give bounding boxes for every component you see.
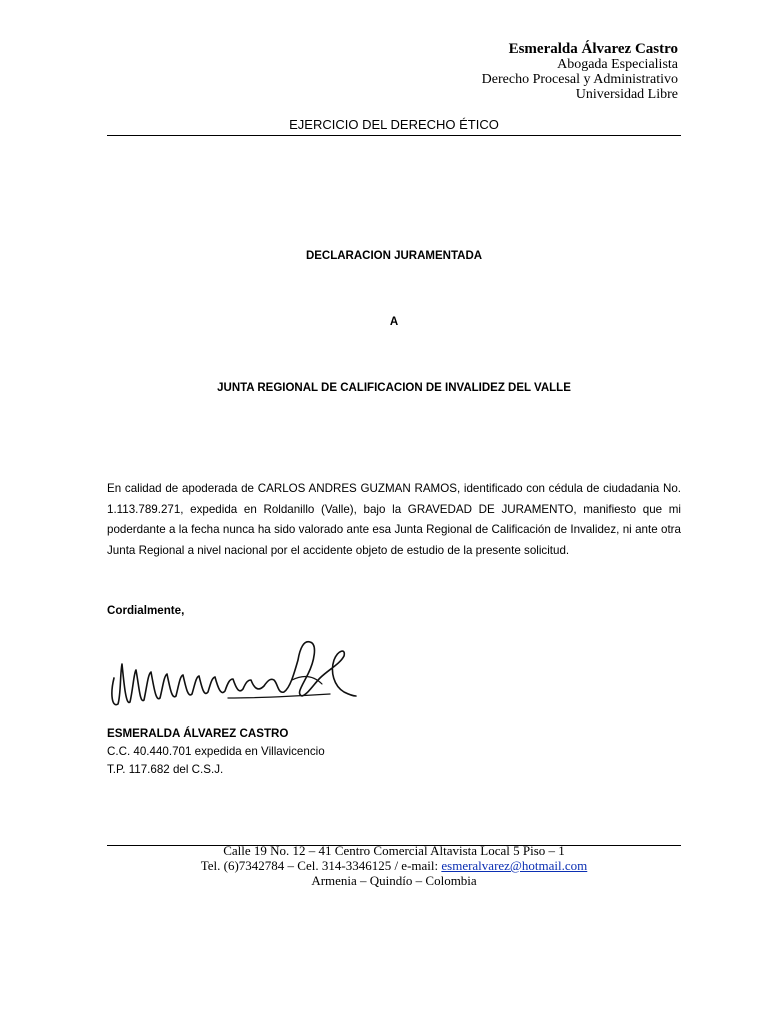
footer-email-link[interactable]: esmeralvarez@hotmail.com <box>441 858 588 873</box>
document-recipient: JUNTA REGIONAL DE CALIFICACION DE INVALIDEZ DEL VALLE <box>217 382 571 394</box>
letterhead-name: Esmeralda Álvarez Castro <box>508 41 678 57</box>
letterhead-field: Derecho Procesal y Administrativo <box>481 72 678 87</box>
header-divider <box>107 135 681 136</box>
subject-line: EJERCICIO DEL DERECHO ÉTICO <box>289 117 499 132</box>
closing-salutation: Cordialmente, <box>107 604 185 617</box>
document-connector: A <box>389 316 399 328</box>
letterhead <box>482 42 678 102</box>
footer-contact <box>107 858 681 873</box>
declaration-body: En calidad de apoderada de CARLOS ANDRES GUZMAN RAMOS, identificado con cédula de ciudadania No. 1.113.789.271, expedida en Roldanillo (Valle), bajo la GRAVEDAD DE JURAMENTO, manifiesto que mi poderdante a la fecha nunca ha sido valorado ante esa Junta Regional de Calificación de Invalidez, ni ante otra Junta Regional a nivel nacional por el accidente objeto de estudio de la presente solicitud. <box>107 482 681 557</box>
letterhead-title: Abogada Especialista <box>557 57 678 72</box>
signer-license: T.P. 117.682 del C.S.J. <box>107 763 224 776</box>
signer-block <box>107 725 325 779</box>
handwritten-signature <box>108 634 358 719</box>
footer-address: Calle 19 No. 12 – 41 Centro Comercial Altavista Local 5 Piso – 1 <box>223 843 565 858</box>
document-title: DECLARACION JURAMENTADA <box>305 250 483 262</box>
footer-city: Armenia – Quindío – Colombia <box>311 873 477 888</box>
footer-phone: Tel. (6)7342784 – Cel. 314-3346125 / e-mail: <box>200 858 439 873</box>
letterhead-university: Universidad Libre <box>575 87 678 102</box>
signer-name: ESMERALDA ÁLVAREZ CASTRO <box>107 727 289 740</box>
signer-id: C.C. 40.440.701 expedida en Villavicencio <box>107 745 325 758</box>
footer <box>107 843 681 888</box>
